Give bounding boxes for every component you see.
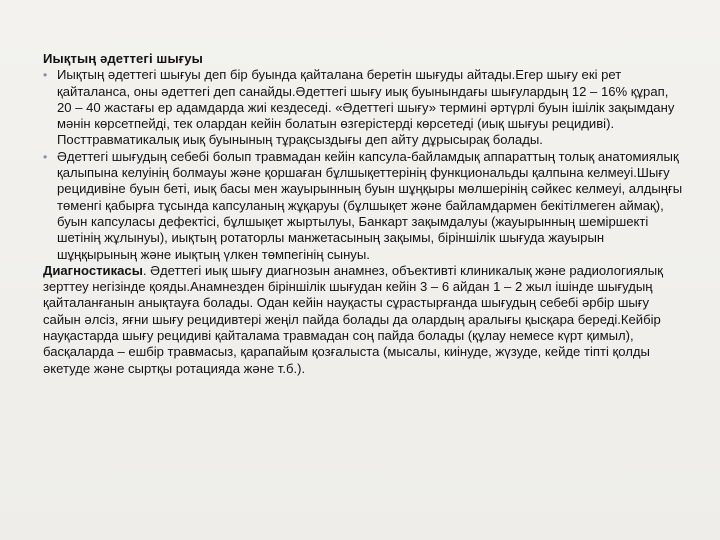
bullet-text-definition: Иықтың әдеттегі шығуы деп бір буында қайталана беретін шығуды айтады.Егер шығу екі рет қайталанса, оны әдеттегі деп санайды.Әдеттегі шығу иық буынындағы шығулардың 12 – 16% құрап, 20 – 40 жастағы ер адамдарда жиі кездеседі. «Әдеттегі шығу» термині әртүрлі буын ішілік зақымдану мәнін көрсетпейді, тек олардан кейін болатын өзгерістерді көрсетеді (иық шығуы рецидиві). Посттравматикалық иық буынының тұрақсыздығы деп айту дұрысырақ болады. xyxy=(57,67,675,148)
bullet-icon: • xyxy=(43,68,48,83)
bullet-text-causes: Әдеттегі шығудың себебі болып травмадан кейін капсула-байламдық аппараттың толық анатомиялық қалыпына келуінің болмауы және қоршаған бұлшықеттерінің функциональды қалпына келмеуі.Шығу рецидивіне буын беті, иық басы мен жауырынның буын шұңқыры мөлшерінің сәйкес келмеуі, алдыңғы төменгі қабырға тұсында капсуланың жұқаруы (бұлшықет және байламдармен бекітілмеген аймақ), буын капсуласы дефектісі, бұлшықет жыртылуы, Банкарт зақымдалуы (жауырынның шеміршекті шетінің жұлынуы), иықтың ротаторлы манжетасының зақымы, біріншілік шығуда жауырын шұңқырының және иықтың үлкен төмпегінің сынуы. xyxy=(57,148,683,262)
bullet-item-causes xyxy=(43,149,683,263)
page-title: Иықтың әдеттегі шығуы xyxy=(43,51,203,66)
slide-content xyxy=(43,51,683,377)
bullet-item-definition xyxy=(43,67,683,148)
diagnostics-label: Диагностикасы xyxy=(43,262,143,278)
diagnostics-paragraph xyxy=(43,263,683,377)
diagnostics-text: . Әдеттегі иық шығу диагнозын анамнез, объективті клиникалық және радиологиялық зерттеу негізінде қояды.Анамнезден біріншілік шығудан кейін 3 – 6 айдан 1 – 2 жыл ішінде шығудың қайталанғанын анықтауға болады. Одан кейін науқасты сұрастырғанда шығудың себебі әрбір шығу сайын әлсіз, яғни шығу рецидивтері жеңіл пайда болады да олардың аралығы қысқара береді.Кейбір науқастарда шығу рецидиві қайталама травмадан соң пайда болады (құлау немесе күрт қимыл), басқаларда – ешбір травмасыз, қарапайым қозғалыста (мысалы, киінуде, жүзуде, кейде тіпті қолды әкетуде және сыртқы ротацияда және т.б.). xyxy=(43,262,663,376)
bullet-icon: • xyxy=(43,149,48,164)
